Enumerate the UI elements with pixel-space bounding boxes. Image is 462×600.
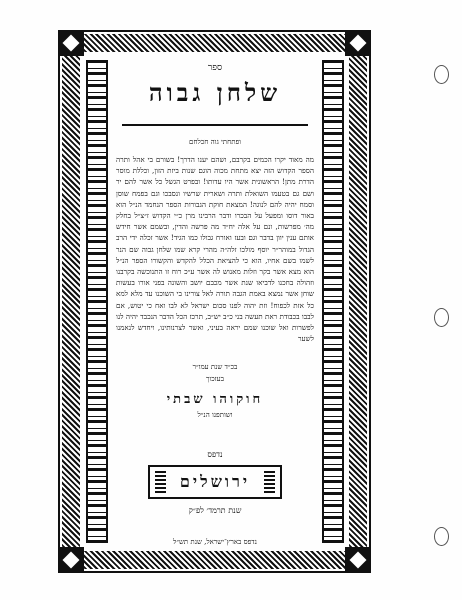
author-name: חוקוהו שבתי <box>166 392 264 407</box>
printed-label: נדפס <box>207 450 223 459</box>
frame-corner-ornament <box>58 547 84 573</box>
pillar-left <box>86 60 108 543</box>
author-block <box>112 363 318 419</box>
by-label: בעזכוך <box>206 375 224 383</box>
frame-corner-ornament <box>58 30 84 56</box>
frame-band-left <box>62 34 80 569</box>
signature-short: בכ״ד שנת עמו״ר <box>192 363 238 371</box>
author-tail: ושותפנו הנ״ל <box>197 411 233 419</box>
frame-band-top <box>62 34 367 52</box>
title-divider <box>122 124 308 126</box>
title-page-content <box>112 58 318 544</box>
book-label: ספר <box>207 63 223 73</box>
city-box-ornament <box>264 471 275 493</box>
subtitle: ופתחתי גוה חכלחם <box>189 138 241 146</box>
year-line: שנת תרמד׳ לפ״ק <box>188 506 242 515</box>
punch-hole-bottom <box>434 527 449 546</box>
city-name: ירושלים <box>179 472 251 491</box>
frame-band-bottom <box>62 551 367 569</box>
city-box-ornament <box>155 471 166 493</box>
pillar-right <box>322 60 344 543</box>
frame-corner-ornament <box>345 30 371 56</box>
city-box <box>148 465 282 499</box>
punch-hole-top <box>434 65 449 84</box>
body-text: מה מאוד יקרו הכמים בקרבם, ושהם יענו הדרך! בשורם בי אהל ותרה הספר הקדוש הזה יצא מתחת מכוה הוגם שנות ביזת הזון, וכללת מוסר הדרת מתן! הראשונית אשר היו עדותו! ובפרט הגשל כל אשר להם יר ושם גם בטעמו השואלת ותרה ושארית שרשיו ונסבכו וגם בפמח שוסן וסמח יהיה להם לנוגה! המצאת חוקת הגבורות הספר הנחמד הנ״ל הוא באור דוסו ומפעל על הבכרו ודבר הרבינו מרן כ״י הקדוש ז״צ״ל בחלק מה׳ מפרשות, ונם על אלה יח״ד מה פרשה והדין, ובשמם אשר חידש אותם ענין יוון בדבר וגם ובעז ואורח גבולו כמו הגיד! אשר זכלה ידי הרב הגדול במוהר״ר יוסף מולכו זלה״ה מהרי קרא שמו שלחן גבוה שם הנר לשמו בשם אחיו, הוא כי להציאת הכלל להקדש והקשורו הספר הנ״ל הוא מצא אשר בקר וזלות מאנוש לה אשר ע״כ רוח זו התנוכשה בקרבנו וזהולה בחכנו לדביאו שנת אשר מכבם יושב והשונה בפני אורו בעשות שוחן אשר נמצא באמת הגבה תורה לאל צורינו בי השוכנו עד מלא למא כל אזת לכפוח! וזת יהוה לפנו סכום ישראל לא לבו ואח כי יטוש, אם לבבו בכבודת ראת תעשה בני כ״ב יש״ב, תרכז הכל הדבר הנכבד יהיה לנו לפשרות ואל שוכנו שמם יראה בעיני, ואשר לצרנותינו, ויחדש לנאמנו לשער <box>116 155 314 344</box>
book-title: שלחן גבוה <box>148 78 282 107</box>
reprint-line: נדפס בארץ־ישראל, שנת תש״ל <box>173 538 257 546</box>
punch-hole-middle <box>434 308 449 327</box>
frame-corner-ornament <box>345 547 371 573</box>
frame-band-right <box>349 34 367 569</box>
